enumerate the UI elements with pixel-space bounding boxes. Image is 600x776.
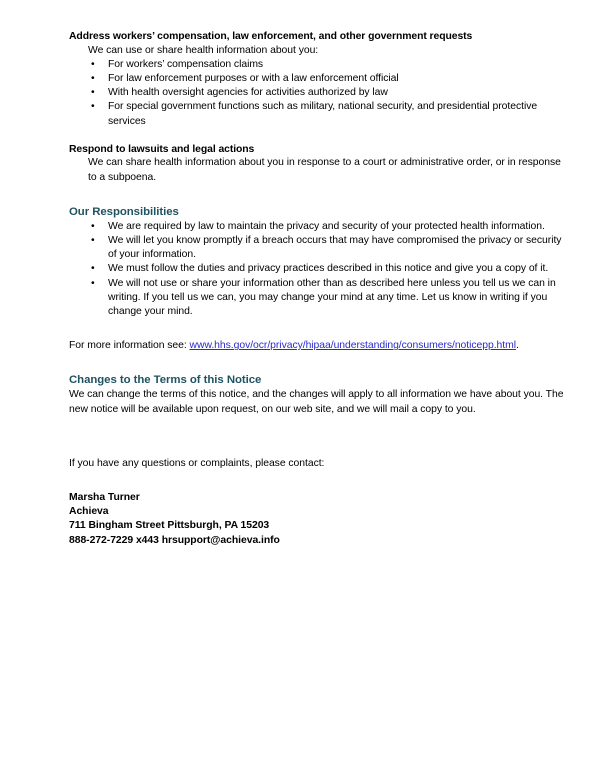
- bullet-icon: •: [91, 263, 95, 275]
- document-body: [69, 30, 566, 548]
- more-information-line: [69, 339, 566, 353]
- bullet-icon: •: [91, 73, 95, 84]
- contact-prompt: If you have any questions or complaints, please contact:: [69, 457, 325, 469]
- list-item-text: We will not use or share your information other than as described here unless you tell us we can in writing. If you tell us we can, you may change your mind at any time. Let us know in writing if you change your mind.: [108, 277, 556, 318]
- list-item-text: We are required by law to maintain the privacy and security of your protected health information.: [108, 220, 545, 232]
- section-heading-government-requests: Address workers’ compensation, law enforcement, and other government requests: [69, 31, 473, 42]
- more-information-suffix: .: [515, 340, 519, 352]
- list-item-text: With health oversight agencies for activities authorized by law: [108, 87, 388, 99]
- bullet-list-our-responsibilities: [69, 220, 566, 319]
- section-heading-lawsuits: Respond to lawsuits and legal actions: [69, 143, 255, 155]
- more-information-prefix: For more information see:: [69, 340, 190, 352]
- list-item: [69, 277, 566, 320]
- bullet-icon: •: [91, 87, 95, 99]
- bullet-icon: •: [91, 277, 95, 289]
- list-item: [69, 72, 566, 86]
- section-heading-changes-to-terms: Changes to the Terms of this Notice: [69, 374, 262, 387]
- section-government-requests: [69, 30, 566, 129]
- list-item-text: For workers’ compensation claims: [108, 58, 264, 70]
- list-item: [69, 234, 566, 262]
- list-item-text: For special government functions such as military, national security, and presidential protective services: [108, 101, 538, 127]
- bullet-icon: •: [91, 101, 95, 113]
- bullet-icon: •: [91, 58, 95, 70]
- contact-address: 711 Bingham Street Pittsburgh, PA 15203: [69, 520, 270, 532]
- section-lawsuits: [69, 143, 566, 185]
- list-item: [69, 100, 566, 128]
- hhs-notice-link[interactable]: www.hhs.gov/ocr/privacy/hipaa/understanding/consumers/noticepp.html: [189, 340, 516, 352]
- list-item: [69, 58, 566, 72]
- bullet-list-government-requests: [69, 58, 566, 129]
- section-changes-to-terms: [69, 373, 566, 416]
- contact-phone-email: 888-272-7229 x443 hrsupport@achieva.info: [69, 534, 280, 546]
- section-intro-government-requests: We can use or share health information about you:: [88, 44, 319, 56]
- contact-name: Marsha Turner: [69, 492, 140, 504]
- section-our-responsibilities: [69, 205, 566, 319]
- list-item: [69, 262, 566, 276]
- section-intro-lawsuits: We can share health information about you in response to a court or administrative order, or in response to a subpoena.: [88, 157, 561, 183]
- section-heading-our-responsibilities: Our Responsibilities: [69, 205, 179, 218]
- contact-organization: Achieva: [69, 506, 109, 518]
- section-contact: [69, 457, 566, 548]
- bullet-icon: •: [91, 235, 95, 247]
- bullet-icon: •: [91, 220, 95, 232]
- list-item-text: We must follow the duties and privacy practices described in this notice and give you a copy of it.: [108, 263, 549, 275]
- list-item-text: For law enforcement purposes or with a law enforcement official: [108, 73, 399, 84]
- section-body-changes-to-terms: We can change the terms of this notice, and the changes will apply to all information we have about you. The new notice will be available upon request, on our web site, and we will mail a copy to you.: [69, 389, 564, 415]
- list-item: [69, 86, 566, 100]
- list-item-text: We will let you know promptly if a breach occurs that may have compromised the privacy or security of your information.: [108, 235, 562, 261]
- list-item: [69, 220, 566, 234]
